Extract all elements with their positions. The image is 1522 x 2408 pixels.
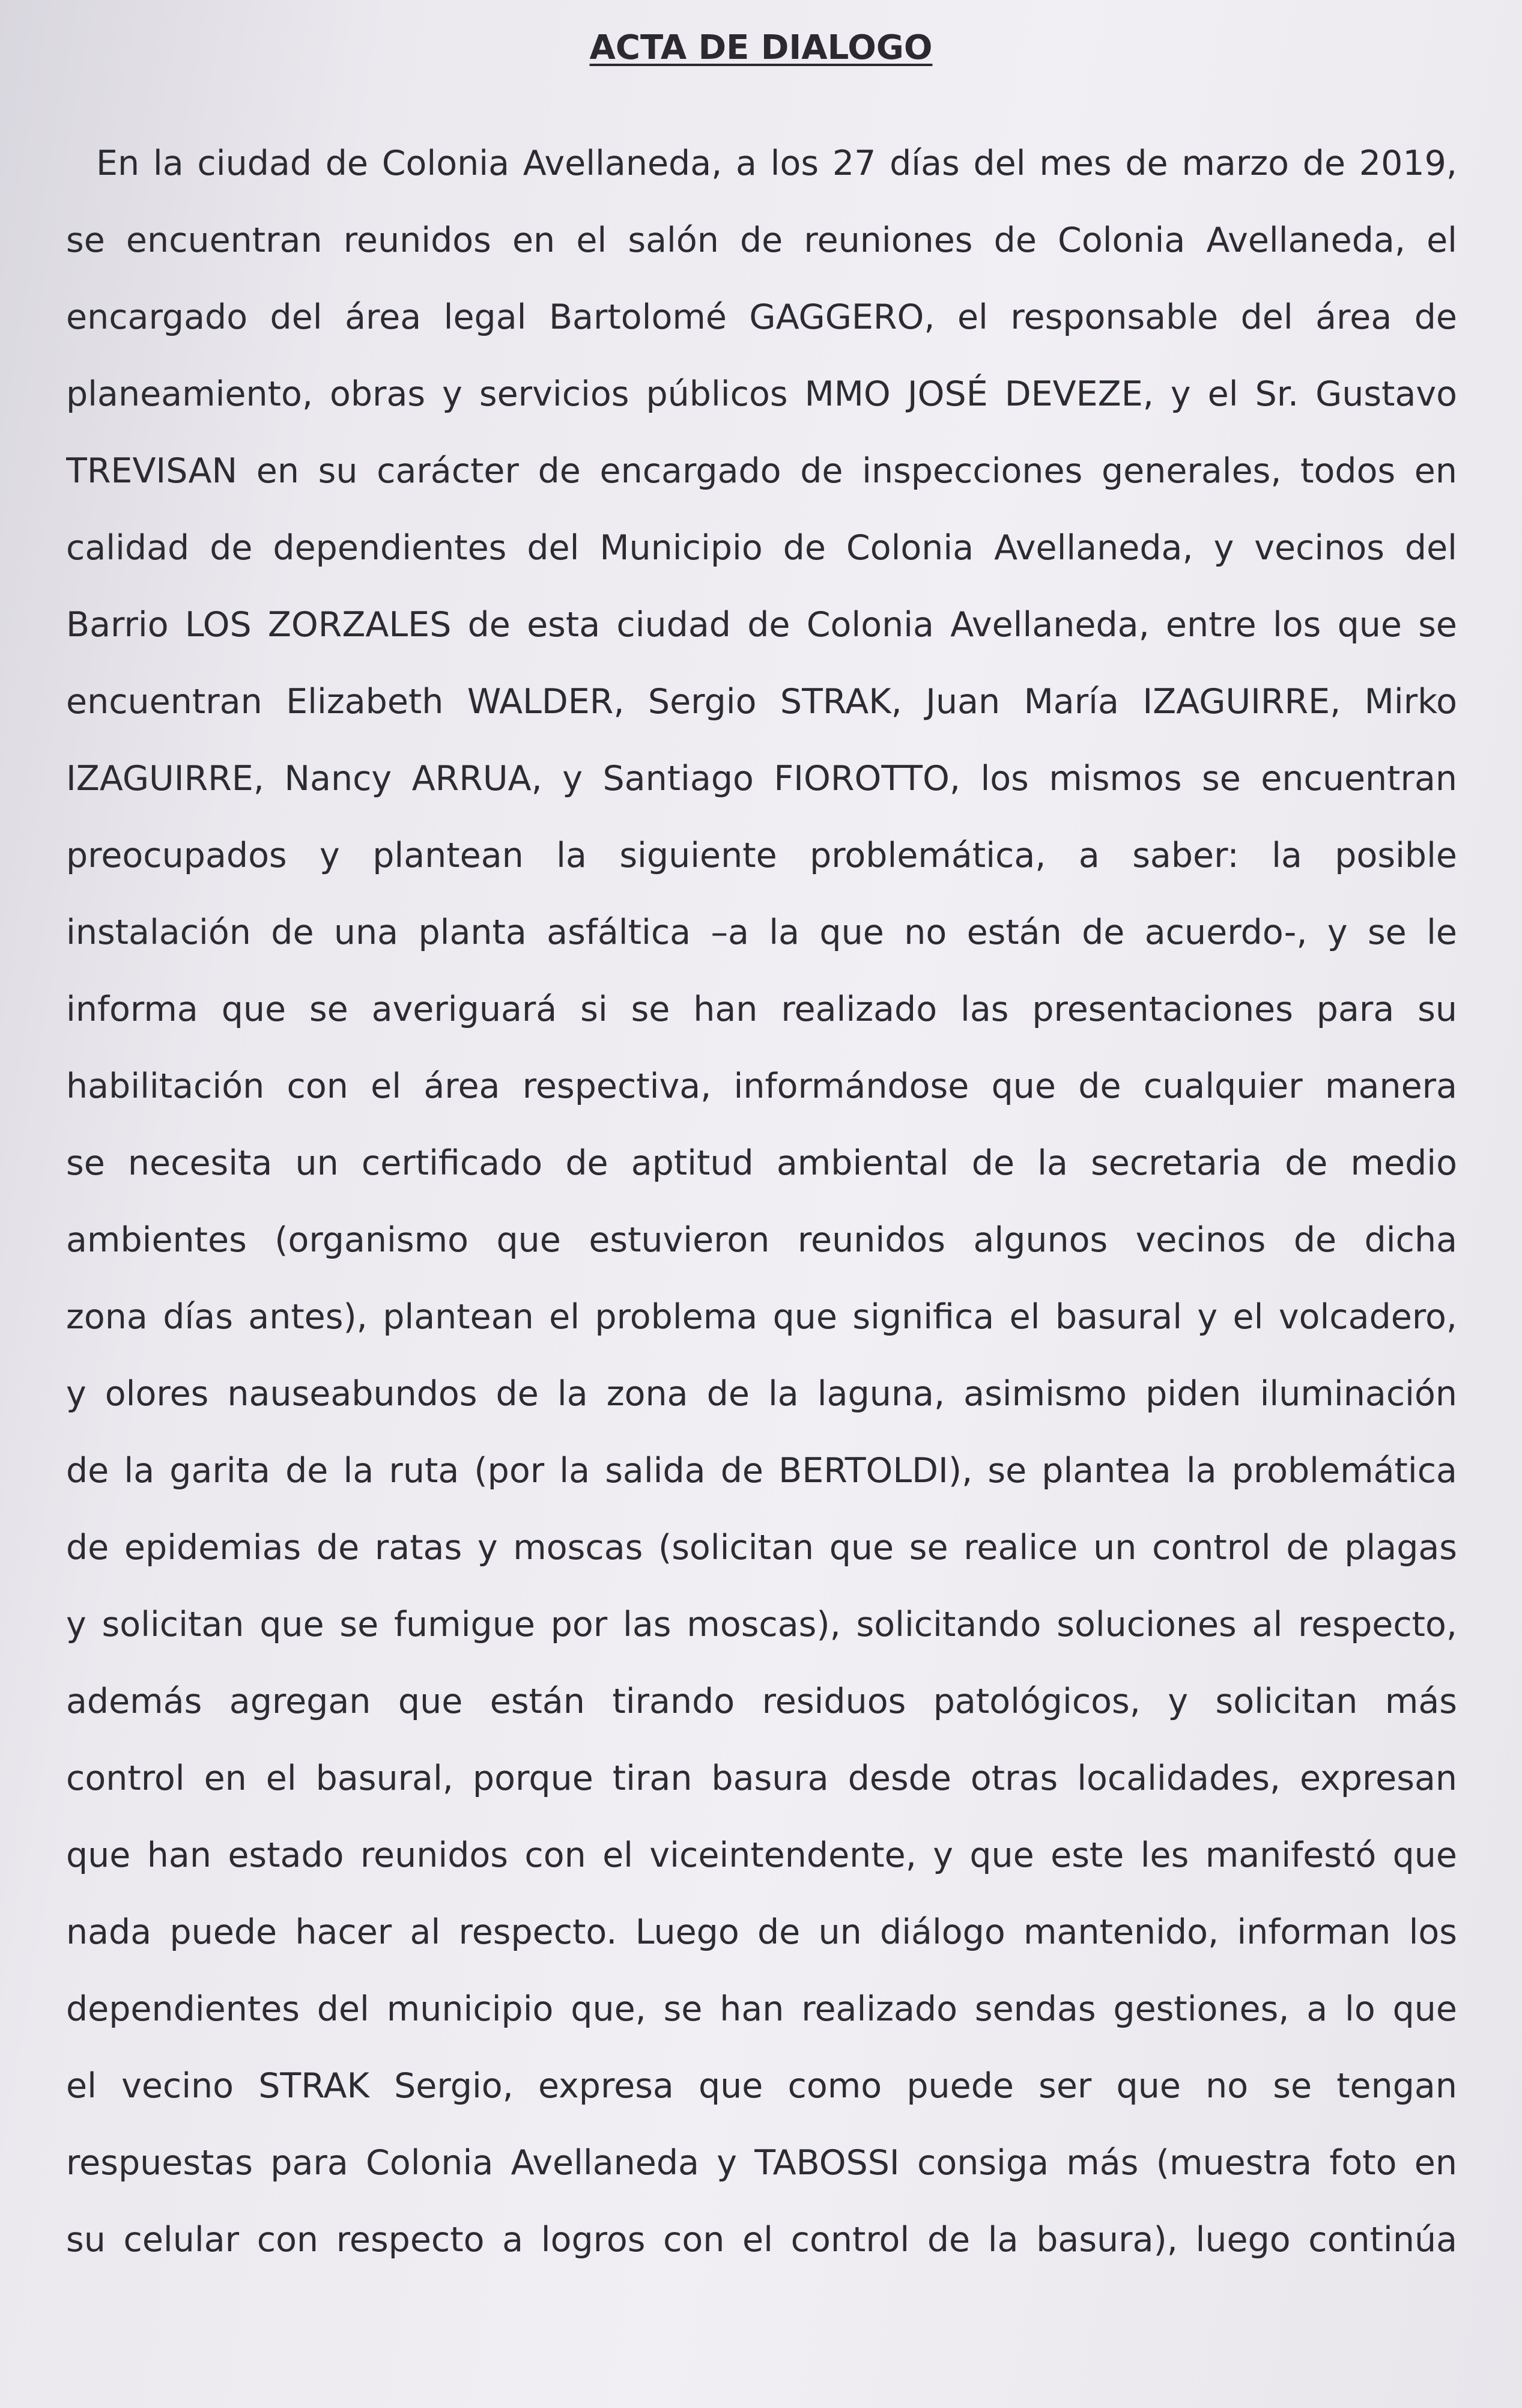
text-line: informa que se averiguará si se han realizado las presentaciones para su xyxy=(66,990,1457,1029)
text-line: y olores nauseabundos de la zona de la laguna, asimismo piden iluminación xyxy=(66,1374,1457,1414)
text-line: encuentran Elizabeth WALDER, Sergio STRAK, Juan María IZAGUIRRE, Mirko xyxy=(66,682,1457,722)
text-line: que han estado reunidos con el viceintendente, y que este les manifestó que xyxy=(66,1835,1457,1875)
text-line: se encuentran reunidos en el salón de reuniones de Colonia Avellaneda, el xyxy=(66,220,1457,260)
text-line: ambientes (organismo que estuvieron reunidos algunos vecinos de dicha xyxy=(66,1220,1457,1260)
document-title: ACTA DE DIALOGO xyxy=(589,28,933,67)
text-line: su celular con respecto a logros con el control de la basura), luego continúa xyxy=(66,2220,1457,2260)
text-line: control en el basural, porque tiran basura desde otras localidades, expresan xyxy=(66,1759,1457,1798)
text-line: zona días antes), plantean el problema que significa el basural y el volcadero, xyxy=(66,1297,1457,1337)
text-line: calidad de dependientes del Municipio de Colonia Avellaneda, y vecinos del xyxy=(66,528,1457,568)
text-line: nada puede hacer al respecto. Luego de un diálogo mantenido, informan los xyxy=(66,1912,1457,1952)
text-line: planeamiento, obras y servicios públicos MMO JOSÉ DEVEZE, y el Sr. Gustavo xyxy=(66,374,1457,414)
text-line: de la garita de la ruta (por la salida de BERTOLDI), se plantea la problemática xyxy=(66,1451,1457,1491)
text-line: de epidemias de ratas y moscas (solicitan que se realice un control de plagas xyxy=(66,1528,1457,1567)
text-line: encargado del área legal Bartolomé GAGGERO, el responsable del área de xyxy=(66,297,1457,337)
text-line: respuestas para Colonia Avellaneda y TABOSSI consiga más (muestra foto en xyxy=(66,2143,1457,2183)
text-line: se necesita un certificado de aptitud ambiental de la secretaria de medio xyxy=(66,1143,1457,1183)
text-line: preocupados y plantean la siguiente problemática, a saber: la posible xyxy=(66,836,1457,875)
text-line: Barrio LOS ZORZALES de esta ciudad de Colonia Avellaneda, entre los que se xyxy=(66,605,1457,645)
text-line: además agregan que están tirando residuos patológicos, y solicitan más xyxy=(66,1682,1457,1721)
text-line: y solicitan que se fumigue por las moscas), solicitando soluciones al respecto, xyxy=(66,1605,1457,1644)
document-body xyxy=(66,125,1457,2278)
text-line: habilitación con el área respectiva, informándose que de cualquier manera xyxy=(66,1066,1457,1106)
text-line: TREVISAN en su carácter de encargado de inspecciones generales, todos en xyxy=(66,451,1457,491)
text-line: En la ciudad de Colonia Avellaneda, a los 27 días del mes de marzo de 2019, xyxy=(96,144,1457,183)
text-line: instalación de una planta asfáltica –a la que no están de acuerdo-, y se le xyxy=(66,913,1457,952)
text-line: el vecino STRAK Sergio, expresa que como puede ser que no se tengan xyxy=(66,2066,1457,2106)
text-line: IZAGUIRRE, Nancy ARRUA, y Santiago FIOROTTO, los mismos se encuentran xyxy=(66,759,1457,798)
text-line: dependientes del municipio que, se han realizado sendas gestiones, a lo que xyxy=(66,1989,1457,2029)
